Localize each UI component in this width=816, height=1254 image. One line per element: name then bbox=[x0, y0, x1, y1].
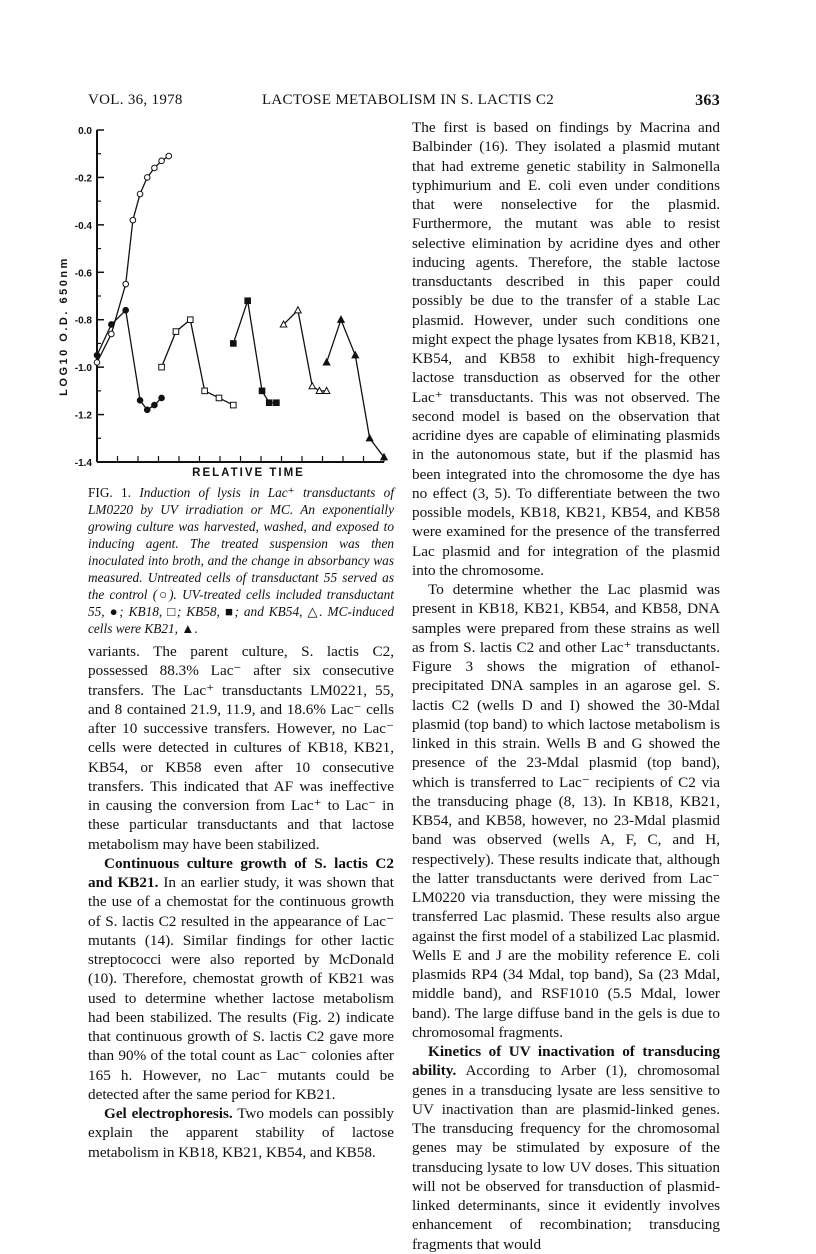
data-point bbox=[166, 153, 172, 159]
running-header-title: LACTOSE METABOLISM IN S. LACTIS C2 bbox=[261, 92, 555, 108]
data-point bbox=[202, 388, 208, 394]
data-point bbox=[144, 175, 150, 181]
figure-1-chart bbox=[0, 0, 400, 480]
data-point bbox=[152, 402, 158, 408]
figure-caption bbox=[88, 484, 394, 637]
data-point bbox=[274, 400, 280, 406]
y-tick-label: -0.8 bbox=[74, 315, 92, 327]
left-column-body bbox=[88, 642, 394, 1162]
data-point bbox=[159, 395, 165, 401]
data-point bbox=[144, 407, 150, 413]
section-text: In an earlier study, it was shown that the use of a chemostat for the continuous growth of S. lactis C2 resulted in the appearance of Lac⁻ mutants (14). Similar findings for other lactic streptococci were also reported by McDonald (10). Therefore, chemostat growth of KB21 was used to determine whether lactose metabolism had been stabilized. The results (Fig. 2) indicate that continuous growth of S. lactis C2 gave more than 90% of the total count as Lac⁻ colonies after 165 h. However, no Lac⁻ mutants could be detected after the same period for KB21. bbox=[88, 874, 394, 1103]
x-axis-label: RELATIVE TIME bbox=[192, 467, 305, 479]
series-line bbox=[284, 310, 327, 391]
body-paragraph: variants. The parent culture, S. lactis C2, possessed 88.3% Lac⁻ after six consecutive transfers. The Lac⁺ transductants LM0221, 55, and 8 contained 21.9, 11.9, and 18.6% Lac⁻ cells after 10 successive transfers. However, no Lac⁻ cells were detected in cultures of KB18, KB21, KB54, or KB58 even after 10 consecutive transfers. This indicated that AF was ineffective in causing the conversion from Lac⁺ to Lac⁻ in these particular transductants and that lactose metabolism may have been stabilized. bbox=[88, 643, 394, 853]
data-point bbox=[159, 364, 165, 370]
section-paragraph bbox=[88, 1104, 394, 1162]
data-point bbox=[130, 217, 136, 223]
body-paragraph: The first is based on findings by Macrina and Balbinder (16). They isolated a plasmid mutant that had extreme genetic stability in Salmonella typhimurium and E. coli even under conditions that were nonselective for the plasmid. Furthermore, the mutant was able to resist selective elimination by acridine dyes and other inducing agents. Therefore, the stable lactose transductants described in this paper could possibly be due to the transfer of a stable Lac plasmid. However, under such conditions one might expect the phage lysates from KB18, KB21, KB54, and KB58 to exhibit high-frequency lactose transduction as observed for the other Lac⁺ transductants. This was not observed. The second model is based on the observation that acridine dyes are capable of eliminating plasmids in the autonomous state, but if the plasmid has been integrated into the chromosome the dye has no effect (3, 5). To differentiate between the two possible models, KB18, KB21, KB54, and KB58 were examined for the presence of the transferred Lac plasmid and for integration of the plasmid into the chromosome. bbox=[412, 119, 720, 579]
data-point bbox=[352, 352, 359, 358]
figure-caption-text: Induction of lysis in Lac⁺ transductants of LM0220 by UV irradiation or MC. An exponentially growing culture was harvested, washed, and exposed to inducing agent. The treated suspension was then inoculated into broth, and the change in absorbancy was measured. Untreated cells of transductant 55 served as the control (○). UV-treated cells included transductant 55, ●; KB18, □; KB58, ■; and KB54, △. MC-induced cells were KB21, ▲. bbox=[88, 485, 395, 636]
data-point bbox=[159, 158, 165, 164]
data-point bbox=[309, 383, 316, 389]
data-point bbox=[245, 298, 251, 304]
data-point bbox=[295, 307, 302, 313]
data-point bbox=[231, 341, 237, 347]
right-column-body bbox=[412, 118, 720, 1254]
section-paragraph bbox=[88, 854, 394, 1104]
data-point bbox=[123, 307, 129, 313]
page-number: 363 bbox=[695, 92, 720, 109]
section-paragraph bbox=[412, 1042, 720, 1254]
y-tick-label: -0.4 bbox=[74, 220, 92, 232]
y-tick-label: -1.0 bbox=[74, 363, 92, 375]
section-text: Two models can possibly explain the apparent stability of lactose metabolism in KB18, KB21, KB54, and KB58. bbox=[88, 1105, 394, 1161]
figure-caption-label: FIG. 1. bbox=[88, 485, 132, 500]
data-point bbox=[109, 322, 115, 328]
data-point bbox=[266, 400, 272, 406]
series-line bbox=[97, 310, 162, 410]
data-point bbox=[94, 352, 100, 358]
y-tick-label: -0.2 bbox=[74, 173, 92, 185]
data-point bbox=[137, 398, 143, 404]
series-line bbox=[233, 301, 276, 403]
data-point bbox=[94, 360, 100, 366]
series-line bbox=[162, 320, 234, 405]
data-point bbox=[109, 331, 115, 337]
data-point bbox=[123, 281, 129, 287]
data-point bbox=[231, 402, 237, 408]
body-paragraph: To determine whether the Lac plasmid was present in KB18, KB21, KB54, and KB58, DNA samples were prepared from these strains as well as from S. lactis C2 and other Lac⁺ transductants. Figure 3 shows the migration of ethanol-precipitated DNA samples in an agarose gel. S. lactis C2 (wells D and I) showed the 30-Mdal plasmid (top band) to which lactose metabolism is linked in this strain. Wells B and G showed the presence of the 23-Mdal plasmid (top band), which is transferred to Lac⁻ recipients of C2 via the transducing phage (8, 13). In KB18, KB21, KB54, and KB58, however, no 23-Mdal plasmid band was observed (wells A, F, C, and H, respectively). These results indicate that, although the latter transductants were derived from Lac⁻ LM0220 via transduction, they were missing the transferred Lac plasmid. These results also argue against the first model of a stabilized Lac plasmid. Wells E and J are the mobility reference E. coli plasmids RP4 (34 Mdal, top band), Sa (23 Mdal, middle band), and RSF1010 (5.5 Mdal, lower band). The large diffuse band in the gels is due to chromosomal fragments. bbox=[412, 581, 720, 1041]
data-point bbox=[366, 435, 373, 441]
running-header-left: VOL. 36, 1978 bbox=[88, 92, 183, 108]
data-point bbox=[338, 316, 345, 322]
data-point bbox=[173, 329, 179, 335]
y-tick-label: -1.2 bbox=[74, 410, 92, 422]
section-heading: Continuous culture growth of S. lactis C2 and KB21. bbox=[88, 854, 394, 891]
data-point bbox=[216, 395, 222, 401]
y-axis-label: LOG10 O.D. 650nm bbox=[58, 256, 70, 396]
y-tick-label: -1.4 bbox=[74, 458, 92, 469]
y-tick-label: 0.0 bbox=[78, 126, 92, 137]
y-tick-label: -0.6 bbox=[74, 268, 92, 280]
section-heading: Kinetics of UV inactivation of transducing ability. bbox=[412, 1043, 720, 1080]
data-point bbox=[259, 388, 265, 394]
data-point bbox=[137, 191, 143, 197]
data-point bbox=[152, 165, 158, 171]
section-text: According to Arber (1), chromosomal genes in a transducing lysate are less sensitive to UV inactivation than are plasmid-linked genes. The transducing frequency for the chromosomal genes may be stimulated by exposure of the transducing lysate to low UV doses. This situation will not be observed for transduction of plasmid-linked determinants, since it evidently involves enhancement of recombination; transducing fragments that would bbox=[412, 1062, 720, 1253]
series-line bbox=[327, 320, 384, 458]
data-point bbox=[187, 317, 193, 323]
section-heading: Gel electrophoresis. bbox=[104, 1105, 233, 1122]
data-point bbox=[323, 359, 330, 365]
